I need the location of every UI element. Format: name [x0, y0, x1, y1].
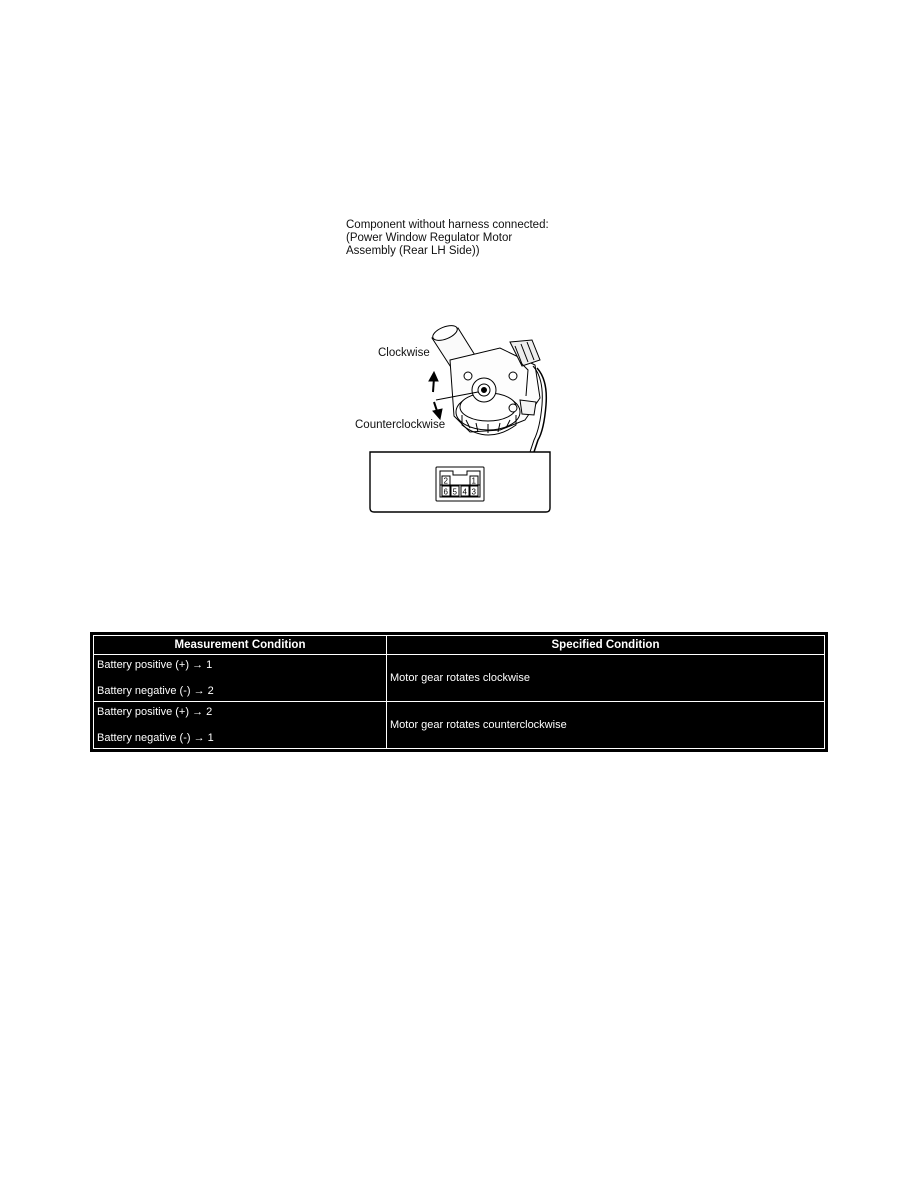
- counterclockwise-label: Counterclockwise: [355, 419, 446, 431]
- motor-body: [431, 323, 540, 435]
- inspection-table: [90, 632, 828, 752]
- table-header-row: [94, 636, 825, 655]
- table-row: [94, 702, 825, 749]
- rotation-arrows: [429, 372, 442, 419]
- pin-2-label: 2: [443, 476, 448, 486]
- pin-4-label: 4: [462, 487, 467, 497]
- caption-line-3: Assembly (Rear LH Side)): [346, 245, 480, 257]
- motor-drawing: [350, 320, 560, 520]
- header-measurement-condition: Measurement Condition: [94, 636, 387, 655]
- measurement-cell: [94, 702, 387, 749]
- figure-caption: [346, 219, 606, 258]
- measurement-cell: [94, 655, 387, 702]
- pin-5-label: 5: [452, 487, 457, 497]
- table-row: [94, 655, 825, 702]
- caption-line-2: (Power Window Regulator Motor: [346, 232, 513, 244]
- header-specified-condition: Specified Condition: [387, 636, 825, 655]
- measurement-line: Battery negative (-) → 2: [97, 684, 214, 697]
- measurement-line: Battery positive (+) → 1: [97, 658, 213, 671]
- clockwise-label: Clockwise: [378, 347, 430, 359]
- specified-cell: Motor gear rotates counterclockwise: [387, 702, 825, 749]
- pin-1-label: 1: [471, 476, 476, 486]
- pin-6-label: 6: [443, 487, 448, 497]
- motor-illustration: [350, 320, 560, 520]
- measurement-line: Battery positive (+) → 2: [97, 705, 213, 718]
- measurement-line: Battery negative (-) → 1: [97, 731, 214, 744]
- pin-3-label: 3: [471, 487, 476, 497]
- specified-cell: Motor gear rotates clockwise: [387, 655, 825, 702]
- caption-line-1: Component without harness connected:: [346, 219, 549, 231]
